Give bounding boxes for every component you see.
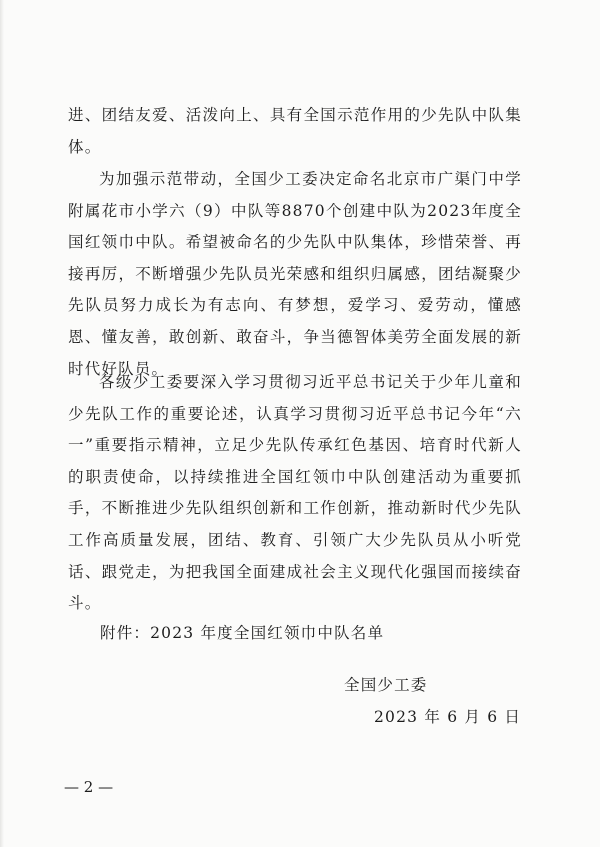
issue-date: 2023 年 6 月 6 日 bbox=[374, 708, 522, 726]
paragraph-naming-decision: 为加强示范带动，全国少工委决定命名北京市广渠门中学附属花市小学六（9）中队等8870个创建中队为2023年度全国红领巾中队。希望被命名的少先队中队集体，珍惜荣誉、再接再厉，不断增强少先队员光荣感和组织归属感，团结凝聚少先队员努力成长为有志向、有梦想，爱学习、爱劳动，懂感恩、懂友善，敢创新、敢奋斗，争当德智体美劳全面发展的新时代好队员。 bbox=[68, 170, 522, 378]
paragraph-continuation: 进、团结友爱、活泼向上、具有全国示范作用的少先队中队集体。 bbox=[68, 106, 522, 156]
signer: 全国少工委 bbox=[344, 676, 428, 694]
attachment-line: 附件：2023 年度全国红领巾中队名单 bbox=[100, 624, 385, 642]
scan-edge bbox=[0, 0, 4, 847]
paragraph-requirements: 各级少工委要深入学习贯彻习近平总书记关于少年儿童和少先队工作的重要论述，认真学习贯彻习近平总书记今年“六一”重要指示精神，立足少先队传承红色基因、培育时代新人的职责使命，以持续推进全国红领巾中队创建活动为重要抓手，不断推进少先队组织创新和工作创新，推动新时代少先队工作高质量发展，团结、教育、引领广大少先队员从小听党话、跟党走，为把我国全面建成社会主义现代化强国而接续奋斗。 bbox=[68, 373, 522, 613]
page-number: — 2 — bbox=[64, 778, 114, 796]
